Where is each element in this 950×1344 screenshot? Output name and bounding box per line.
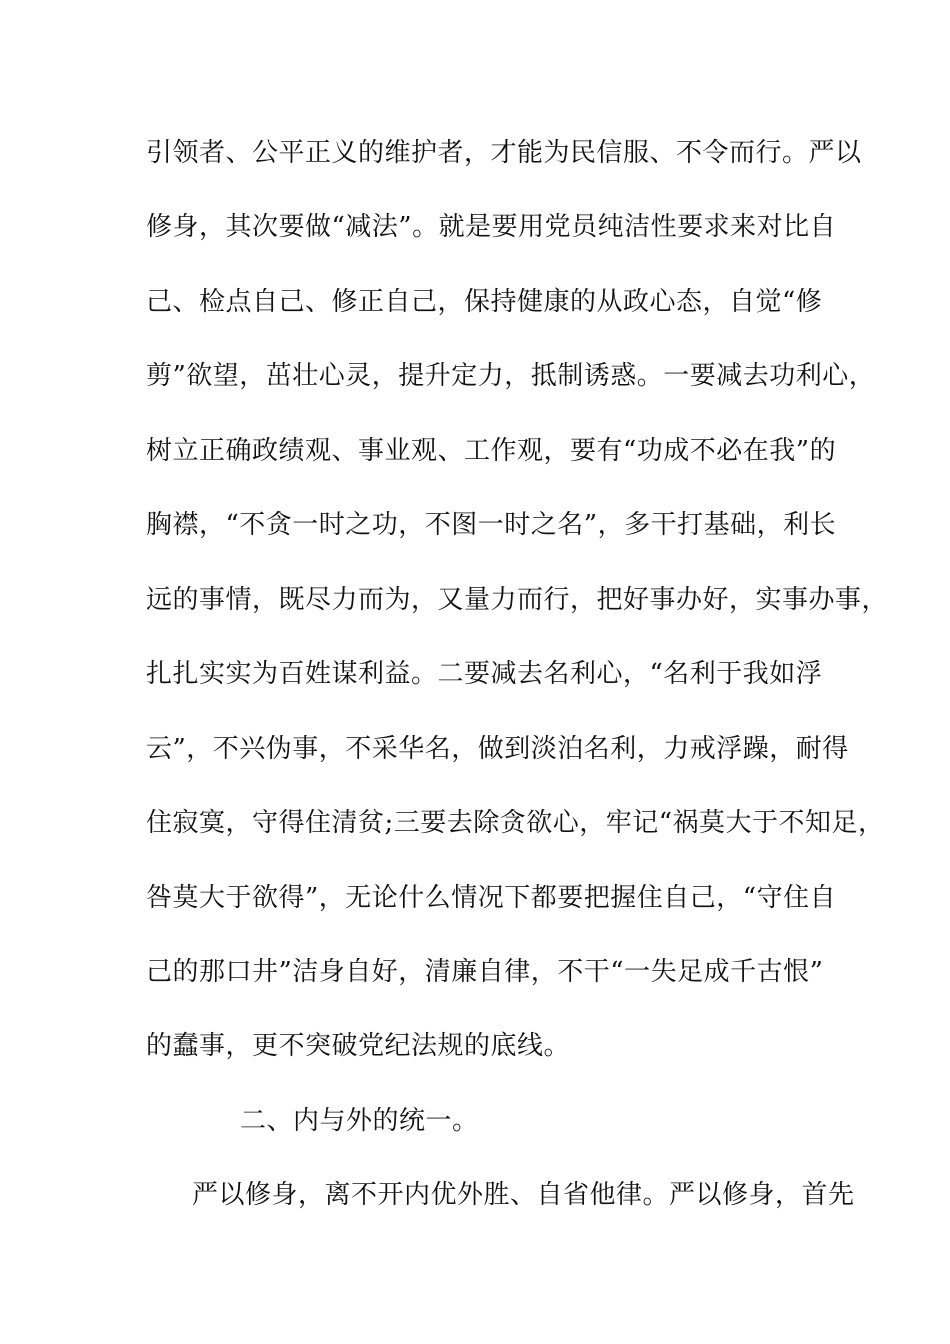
body-text-line: 的蠢事，更不突破党纪法规的底线。 [146, 1031, 571, 1061]
body-text-line: 咎莫大于欲得”，无论什么情况下都要把握住自己，“守住自 [146, 883, 837, 913]
body-text-line: 修身，其次要做“减法”。就是要用党员纯洁性要求来对比自 [146, 212, 837, 242]
body-text-line: 远的事情，既尽力而为，又量力而行，把好事办好，实事办事， [146, 585, 889, 615]
body-text-line: 剪”欲望，茁壮心灵，提升定力，抵制诱惑。一要减去功利心， [146, 361, 876, 391]
paragraph-first-line: 严以修身，离不开内优外胜、自省他律。严以修身，首先 [192, 1180, 855, 1210]
body-text-line: 引领者、公平正义的维护者，才能为民信服、不令而行。严以 [146, 138, 862, 168]
body-text-line: 住寂寞，守得住清贫;三要去除贪欲心，牢记“祸莫大于不知足， [146, 808, 885, 838]
body-text-line: 己的那口井”洁身自好，清廉自律，不干“一失足成千古恨” [146, 957, 824, 987]
section-heading: 二、内与外的统一。 [240, 1106, 479, 1136]
body-text-line: 树立正确政绩观、事业观、工作观，要有“功成不必在我”的 [146, 436, 837, 466]
body-text-line: 云”，不兴伪事，不采华名，做到淡泊名利，力戒浮躁，耐得 [146, 734, 849, 764]
body-text-line: 己、检点自己、修正自己，保持健康的从政心态，自觉“修 [146, 287, 823, 317]
body-text-line: 扎扎实实为百姓谋利益。二要减去名利心，“名利于我如浮 [146, 659, 823, 689]
body-text-line: 胸襟，“不贪一时之功，不图一时之名”，多干打基础，利长 [146, 510, 837, 540]
